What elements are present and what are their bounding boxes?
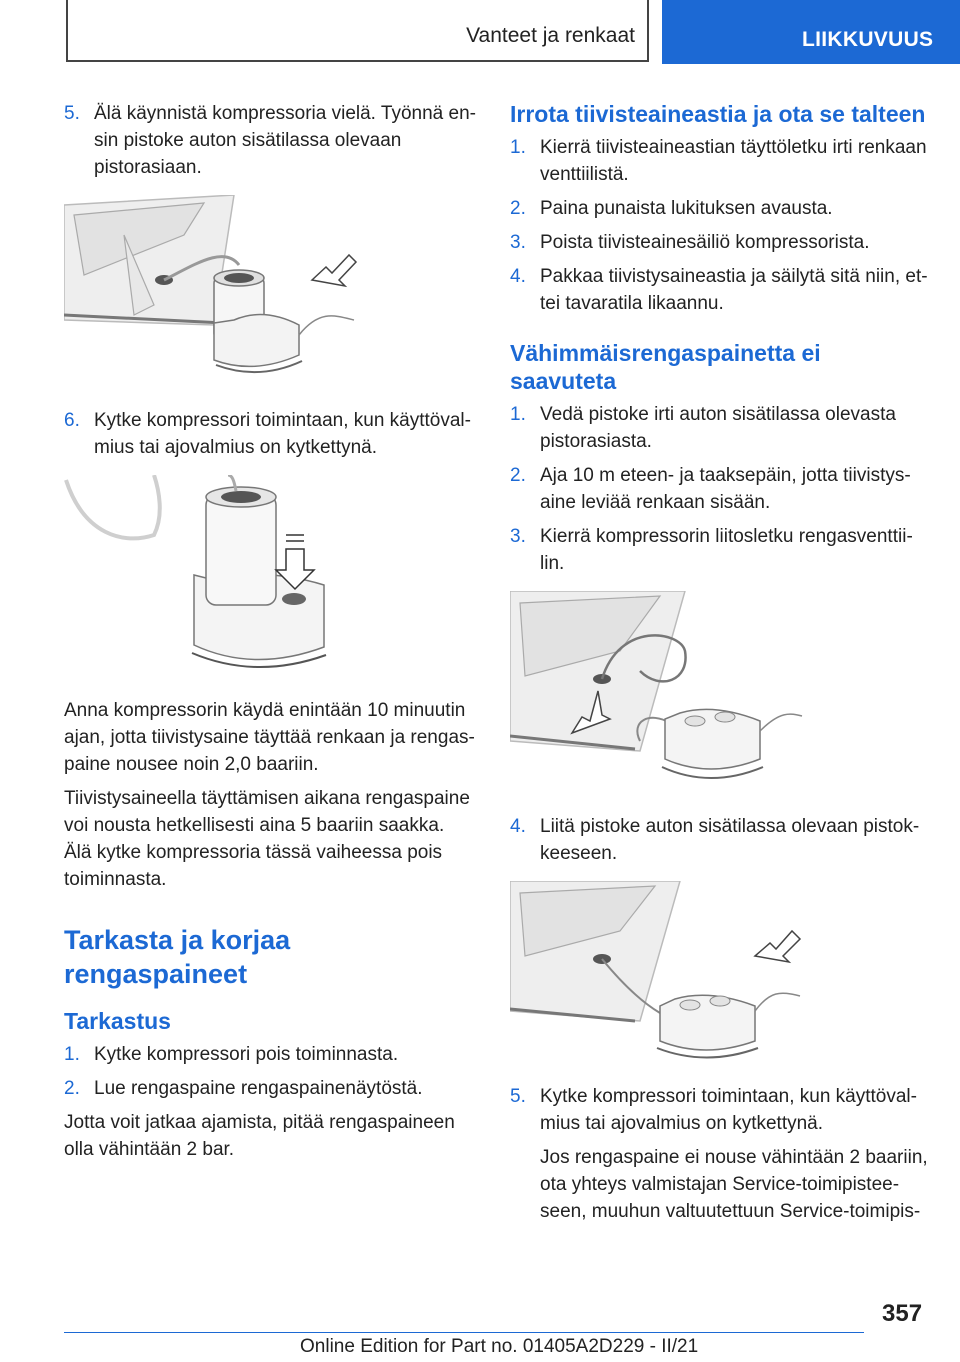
- step-text: Liitä pistoke auton sisätilassa olevaan pistokkeeseen.: [540, 816, 920, 864]
- page-number: 357: [882, 1300, 923, 1327]
- footer-edition: Online Edition for Part no. 01405A2D229 - II/21: [300, 1336, 699, 1357]
- subsection-heading: Irrota tiivisteaineastia ja ota se talteen: [510, 101, 926, 127]
- step-number: 3.: [510, 232, 526, 253]
- step-text: Poista tiivisteainesäiliö kompressorista.: [540, 232, 870, 253]
- step-item: [510, 229, 930, 256]
- step-number: 4.: [510, 816, 526, 837]
- step-text: Kierrä tiivisteaineastian täyttöletku irti renkaan venttiilistä.: [540, 137, 927, 185]
- step-text: Vedä pistoke irti auton sisätilassa olevasta pistorasiasta.: [540, 404, 896, 452]
- step-text: Pakkaa tiivistysaineastia ja säilytä sitä niin, ettei tavaratila likaannu.: [540, 266, 928, 314]
- step-item: [510, 263, 930, 317]
- step-number: 2.: [510, 198, 526, 219]
- right-column: [510, 100, 930, 1232]
- hose-valve-illustration: [510, 591, 806, 791]
- step-number: 5.: [510, 1086, 526, 1107]
- paragraph: Jotta voit jatkaa ajamista, pitää rengaspaineen olla vähintään 2 bar.: [64, 1112, 455, 1160]
- step-text: Aja 10 m eteen- ja taaksepäin, jotta tiivistysaine leviää renkaan sisään.: [540, 465, 911, 513]
- subsection-heading: Vähimmäisrengaspainetta ei saavuteta: [510, 340, 821, 394]
- chapter-tab: LIIKKUVUUS: [662, 0, 960, 64]
- step-number: 6.: [64, 410, 80, 431]
- step-item: [510, 401, 930, 455]
- left-column: [64, 100, 476, 1170]
- step-text: Paina punaista lukituksen avausta.: [540, 198, 833, 219]
- step-number: 3.: [510, 526, 526, 547]
- step-item: [64, 100, 476, 181]
- step-item: [510, 134, 930, 188]
- step-number: 2.: [510, 465, 526, 486]
- paragraph: Tiivistysaineella täyttämisen aikana rengaspaine voi nousta hetkellisesti aina 5 baariin saakka. Älä kytke kompressoria tässä vaiheessa pois toiminnasta.: [64, 788, 470, 890]
- paragraph: Jos rengaspaine ei nouse vähintään 2 baariin, ota yhteys valmistajan Service-toimipisteeseen, muuhun valtuutettuun Service-toimipis-: [540, 1147, 928, 1222]
- compressor-plug-illustration: [510, 881, 806, 1061]
- step-item: [510, 1083, 930, 1137]
- step-item: [510, 813, 930, 867]
- section-heading: Tarkasta ja korjaa rengaspaineet: [64, 925, 291, 989]
- step-number: 2.: [64, 1078, 80, 1099]
- step-number: 1.: [510, 404, 526, 425]
- step-number: 5.: [64, 103, 80, 124]
- step-item: [64, 1041, 476, 1068]
- step-number: 1.: [510, 137, 526, 158]
- step-number: 4.: [510, 266, 526, 287]
- step-item: [64, 1075, 476, 1102]
- page-header: [0, 0, 960, 64]
- step-text: Kierrä kompressorin liitosletku rengasventtiilin.: [540, 526, 913, 574]
- compressor-bottle-illustration: [64, 195, 364, 385]
- step-item: [64, 407, 476, 461]
- step-text: Älä käynnistä kompressoria vielä. Työnnä ensin pistoke auton sisätilassa olevaan pistorasiaan.: [94, 103, 476, 178]
- step-item: [510, 462, 930, 516]
- compressor-switch-illustration: [64, 475, 354, 675]
- step-number: 1.: [64, 1044, 80, 1065]
- subsection-heading: Tarkastus: [64, 1008, 171, 1034]
- footer-divider: [64, 1332, 864, 1333]
- section-title: Vanteet ja renkaat: [466, 24, 635, 47]
- step-text: Kytke kompressori toimintaan, kun käyttövalmius tai ajovalmius on kytkettynä.: [94, 410, 471, 458]
- paragraph: Anna kompressorin käydä enintään 10 minuutin ajan, jotta tiivistysaine täyttää renkaan ja rengaspaine nousee noin 2,0 baariin.: [64, 700, 475, 775]
- step-text: Lue rengaspaine rengaspainenäytöstä.: [94, 1078, 423, 1099]
- step-item: [510, 523, 930, 577]
- step-text: Kytke kompressori toimintaan, kun käyttövalmius tai ajovalmius on kytkettynä.: [540, 1086, 917, 1134]
- step-text: Kytke kompressori pois toiminnasta.: [94, 1044, 399, 1065]
- step-item: [510, 195, 930, 222]
- section-tab: [66, 0, 649, 62]
